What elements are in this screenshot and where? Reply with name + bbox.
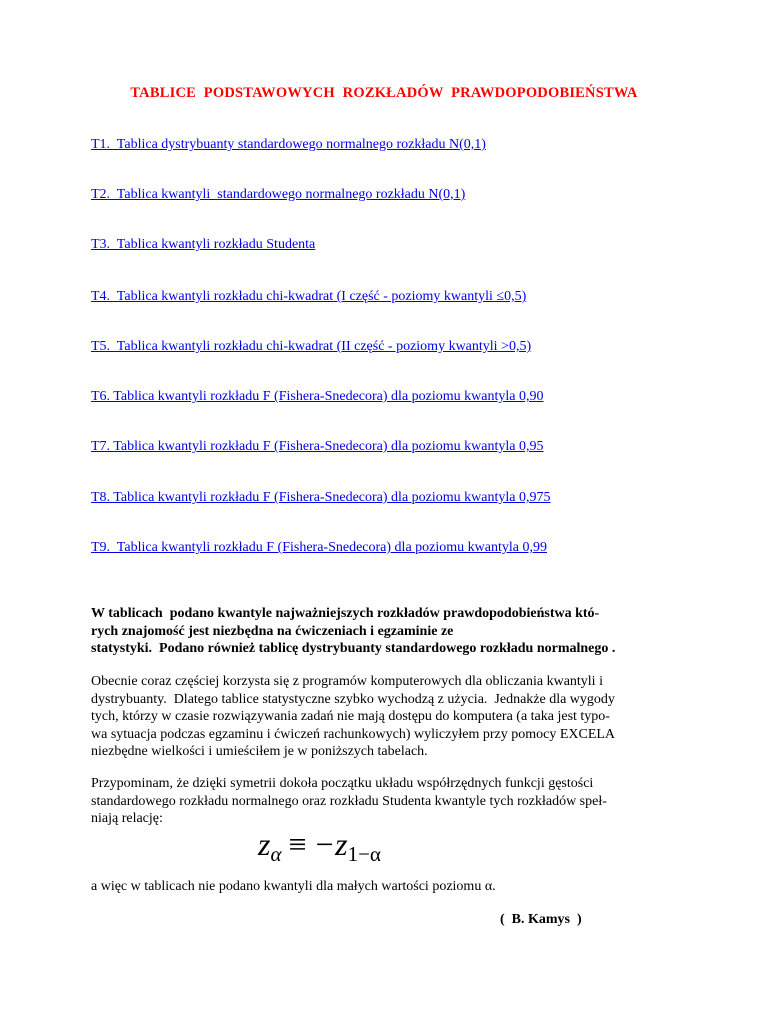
symmetry-formula <box>258 826 381 867</box>
reminder-line: standardowego rozkładu normalnego oraz rozkładu Studenta kwantyle tych rozkładów speł- <box>91 793 607 809</box>
toc-link-t1[interactable]: T1. Tablica dystrybuanty standardowego normalnego rozkładu N(0,1) <box>91 137 486 152</box>
note-line: wa sytuacja podczas egzaminu i ćwiczeń rachunkowych) wyliczyłem przy pomocy EXCELA <box>91 726 616 742</box>
conclusion-paragraph <box>91 878 691 896</box>
reminder-paragraph <box>91 775 691 828</box>
intro-line: W tablicach podano kwantyle najważniejszych rozkładów prawdopodobieństwa któ- <box>91 606 600 621</box>
toc-link-t7[interactable]: T7. Tablica kwantyli rozkładu F (Fishera-Snedecora) dla poziomu kwantyla 0,95 <box>91 439 544 454</box>
author-signature: ( B. Kamys ) <box>500 912 582 927</box>
note-line: Obecnie coraz częściej korzysta się z programów komputerowych dla obliczania kwantyli i <box>91 674 603 689</box>
note-line: tych, którzy w czasie rozwiązywania zadań nie mają dostępu do komputera (a taka jest typo- <box>91 709 610 724</box>
note-line: niezbędne wielkości i umieściłem je w poniższych tabelach. <box>91 744 428 759</box>
toc-link-t4[interactable]: T4. Tablica kwantyli rozkładu chi-kwadrat (I część - poziomy kwantyli ≤0,5) <box>91 289 527 304</box>
intro-paragraph <box>91 605 691 658</box>
reminder-line: Przypominam, że dzięki symetrii dokoła początku układu współrzędnych funkcji gęstości <box>91 776 594 791</box>
formula-operator: ≡ <box>288 826 307 862</box>
conclusion-line: a więc w tablicach nie podano kwantyli dla małych wartości poziomu α. <box>91 879 496 894</box>
intro-line: rych znajomość jest niezbędna na ćwiczeniach i egzaminie ze <box>91 623 454 639</box>
reminder-line: niają relację: <box>91 811 163 826</box>
toc-link-t3[interactable]: T3. Tablica kwantyli rozkładu Studenta <box>91 237 316 252</box>
toc-link-t2[interactable]: T2. Tablica kwantyli standardowego normalnego rozkładu N(0,1) <box>91 187 466 202</box>
formula-lhs-subscript: α <box>270 842 282 866</box>
toc-link-t9[interactable]: T9. Tablica kwantyli rozkładu F (Fishera-Snedecora) dla poziomu kwantyla 0,99 <box>91 540 547 555</box>
toc-link-t6[interactable]: T6. Tablica kwantyli rozkładu F (Fishera-Snedecora) dla poziomu kwantyla 0,90 <box>91 389 544 404</box>
formula-rhs-variable: −z <box>313 826 348 862</box>
formula-rhs-subscript: 1−α <box>347 842 381 866</box>
toc-link-t5[interactable]: T5. Tablica kwantyli rozkładu chi-kwadrat (II część - poziomy kwantyli >0,5) <box>91 339 532 354</box>
formula-lhs-variable: z <box>258 826 271 862</box>
note-line: dystrybuanty. Dlatego tablice statystyczne szybko wychodzą z użycia. Jednakże dla wygody <box>91 691 615 707</box>
note-paragraph <box>91 673 691 761</box>
intro-line: statystyki. Podano również tablicę dystrybuanty standardowego rozkładu normalnego . <box>91 641 616 656</box>
page-title: TABLICE PODSTAWOWYCH ROZKŁADÓW PRAWDOPODOBIEŃSTWA <box>130 85 638 101</box>
toc-link-t8[interactable]: T8. Tablica kwantyli rozkładu F (Fishera-Snedecora) dla poziomu kwantyla 0,975 <box>91 490 551 505</box>
